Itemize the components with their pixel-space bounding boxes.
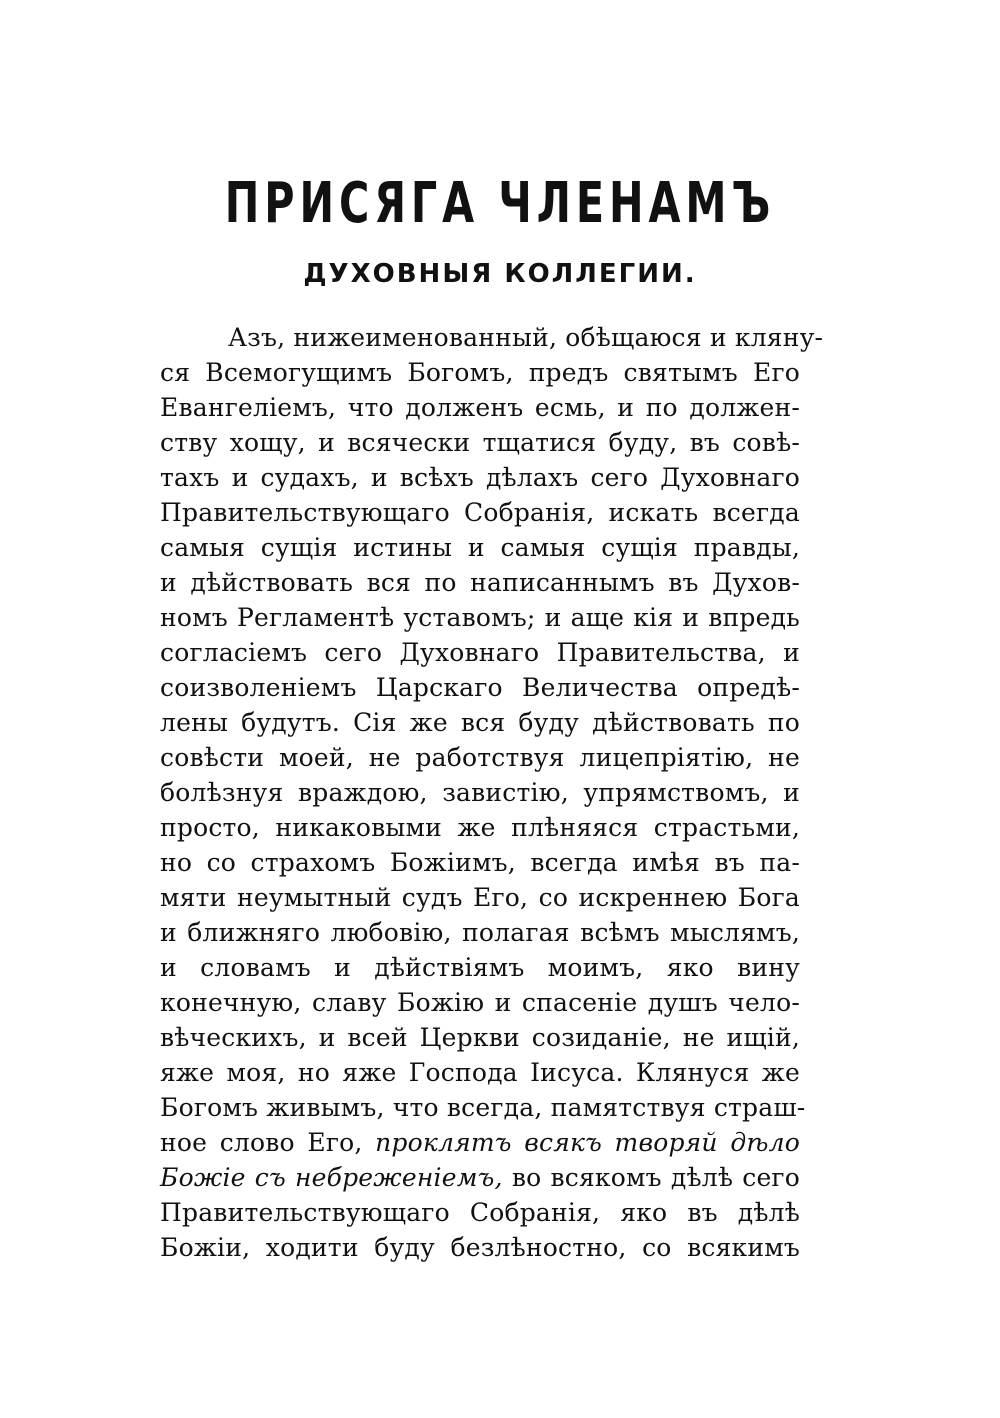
text-line: Правительствующаго Собранія, яко въ дѣлѣ: [160, 1198, 800, 1227]
text-line: просто, никаковыми же плѣняяся страстьми,: [160, 813, 800, 842]
text-line-mixed: [160, 1160, 800, 1195]
text-line: и словамъ и дѣйствіямъ моимъ, яко вину: [160, 953, 800, 982]
text-line: Азъ, нижеименованный, обѣщаюся и кляну-: [228, 323, 824, 352]
text-line: и дѣйствовать вся по написаннымъ въ Духов-: [160, 568, 800, 597]
italic-quote: проклятъ всякъ творяй дѣло: [375, 1128, 800, 1157]
text-segment: ное слово Его,: [160, 1128, 376, 1157]
text-line: согласіемъ сего Духовнаго Правительства, и: [160, 638, 800, 667]
text-line: но со страхомъ Божіимъ, всегда имѣя въ па-: [160, 848, 800, 877]
text-line: номъ Регламентѣ уставомъ; и аще кія и впредь: [160, 603, 800, 632]
text-line: совѣсти моей, не работствуя лицепріятію, не: [160, 743, 800, 772]
text-line: Правительствующаго Собранія, искать всегда: [160, 498, 800, 527]
oath-text: [160, 320, 824, 1265]
text-line: соизволеніемъ Царскаго Величества опредѣ-: [160, 673, 800, 702]
text-line: тахъ и судахъ, и всѣхъ дѣлахъ сего Духовнаго: [160, 463, 800, 492]
document-title: ПРИСЯГА ЧЛЕНАМЪ: [224, 171, 776, 236]
text-line: вѣческихъ, и всей Церкви созиданіе, не ищій,: [160, 1023, 800, 1052]
text-line: ся Всемогущимъ Богомъ, предъ святымъ Его: [160, 358, 800, 387]
text-line: мяти неумытный судъ Его, со искреннею Бога: [160, 883, 800, 912]
italic-quote: Божіе съ небреженіемъ,: [160, 1163, 503, 1192]
text-line: яже моя, но яже Господа Іисуса. Клянуся же: [160, 1058, 800, 1087]
text-segment: во всякомъ дѣлѣ сего: [502, 1163, 800, 1192]
text-line-mixed: [160, 1125, 800, 1160]
text-line: Евангеліемъ, что долженъ есмь, и по должен-: [160, 393, 800, 422]
text-line: Богомъ живымъ, что всегда, памятствуя страш-: [160, 1093, 806, 1122]
document-subtitle: ДУХОВНЫЯ КОЛЛЕГИИ.: [303, 259, 697, 289]
text-line: болѣзнуя враждою, завистію, упрямствомъ, и: [160, 778, 800, 807]
text-line: Божіи, ходити буду безлѣностно, со всякимъ: [160, 1233, 800, 1262]
text-line: самыя сущія истины и самыя сущія правды,: [160, 533, 800, 562]
text-line: лены будутъ. Сія же вся буду дѣйствовать по: [160, 708, 800, 737]
text-line: конечную, славу Божію и спасеніе душъ чело-: [160, 988, 800, 1017]
text-line: и ближняго любовію, полагая всѣмъ мыслямъ,: [160, 918, 800, 947]
text-line: ству хощу, и всячески тщатися буду, въ совѣ-: [160, 428, 800, 457]
